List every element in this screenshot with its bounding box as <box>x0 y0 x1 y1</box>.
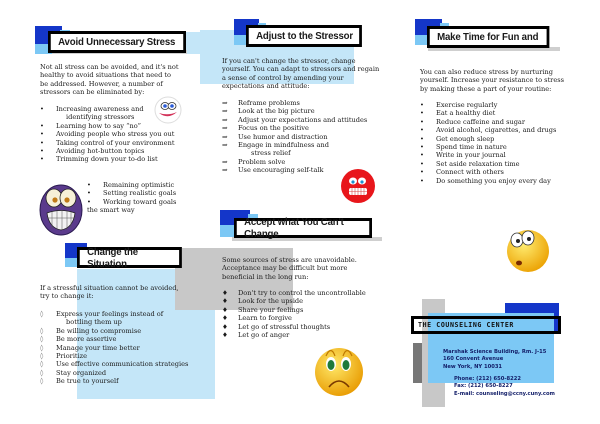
list-item: • Set aside relaxation time <box>420 159 520 168</box>
list-item: • Avoid alcohol, cigarettes, and drugs <box>420 126 557 135</box>
deco-bar-darkgray <box>413 343 422 383</box>
list-item: • Trimming down your to-do list <box>40 155 158 164</box>
list-item: ◊ Use effective communication strategies <box>40 360 189 369</box>
list-item: ⇒ Reframe problems <box>222 99 300 107</box>
list-item: ⇒ Use humor and distraction <box>222 132 328 141</box>
change-list <box>40 310 190 386</box>
list-item: ◊ Be true to yourself <box>40 377 119 386</box>
list-item: ⇒ Engage in mindfulness and stress relief <box>222 141 329 158</box>
section-title-change <box>77 247 182 268</box>
section-title-fun <box>427 26 549 48</box>
adjust-list <box>222 99 392 175</box>
list-item: ♦ Learn to forgive <box>222 314 292 323</box>
list-item: • Connect with others <box>420 168 504 177</box>
phone: Phone: (212) 650-8222 <box>454 376 521 382</box>
smiley-red-angry-icon <box>340 168 376 204</box>
list-item: • Increasing awareness and identifying stressors <box>40 105 144 122</box>
smiley-surprised-icon <box>502 225 550 275</box>
list-item: • Eat a healthy diet <box>420 109 496 118</box>
center-contact <box>454 376 555 398</box>
list-item: • Taking control of your environment <box>40 138 175 147</box>
address-line: 160 Convent Avenue <box>443 356 504 363</box>
list-item: ♦ Share your feelings <box>222 305 304 314</box>
list-item: ♦ Let go of stressful thoughts <box>222 322 331 331</box>
list-item: ◊ Prioritize <box>40 352 88 361</box>
list-item: ⇒ Adjust your expectations and attitudes <box>222 115 368 124</box>
title-text: Change the Situation <box>87 245 138 270</box>
address-line: Marshak Science Building, Rm. J-15 <box>443 349 547 355</box>
list-item: • Exercise regularly <box>420 101 498 109</box>
list-item: ◊ Stay organized <box>40 368 107 377</box>
list-item: • Remaining optimistic <box>87 181 175 189</box>
list-item: ♦ Let go of anger <box>222 331 290 340</box>
list-item: ⇒ Use encouraging self-talk <box>222 166 324 175</box>
list-item: ⇒ Focus on the positive <box>222 124 309 133</box>
list-item: ♦ Look for the upside <box>222 297 304 306</box>
center-address <box>443 349 546 371</box>
section-title-accept <box>234 218 372 238</box>
fax: Fax: (212) 650-8227 <box>454 383 513 390</box>
avoid-sublist <box>87 181 187 206</box>
smiley-grimace-icon <box>38 180 84 236</box>
section-title-center-box <box>411 316 561 334</box>
list-item: ⇒ Look at the big picture <box>222 107 315 116</box>
list-item: ♦ Don't try to control the uncontrollable <box>222 289 366 297</box>
list-item: ◊ Be willing to compromise <box>40 326 142 335</box>
list-item: • Write in your journal <box>420 151 506 160</box>
title-text: Accept what You Can't Change <box>244 216 344 240</box>
list-item: • Working toward goals <box>87 197 177 206</box>
fun-list <box>420 101 590 185</box>
section-title-avoid <box>48 31 186 53</box>
list-item: • Setting realistic goals <box>87 189 177 198</box>
list-item: • Avoiding hot-button topics <box>40 147 145 156</box>
list-item: ◊ Express your feelings instead of bottling them up <box>40 310 164 327</box>
list-item: • Spend time in nature <box>420 143 507 152</box>
list-item: • Avoiding people who stress you out <box>40 130 175 139</box>
list-item: • Learning how to say “no” <box>40 121 142 130</box>
accept-list <box>222 289 392 339</box>
list-item: ◊ Manage your time better <box>40 343 140 352</box>
email-link[interactable]: E-mail: counseling@ccny.cuny.com <box>454 390 555 397</box>
accept-intro: Some sources of stress are unavoidable. Acceptance may be difficult but more beneficial in the long run: <box>222 256 357 281</box>
avoid-intro: Not all stress can be avoided, and it's not healthy to avoid situations that need to be addressed. However, a number of stressors can be eliminated by: <box>40 63 179 97</box>
list-item: • Get enough sleep <box>420 134 495 143</box>
list-item: • Do something you enjoy every day <box>420 176 551 185</box>
smiley-dizzy-icon <box>152 96 184 124</box>
list-item: • Reduce caffeine and sugar <box>420 117 526 126</box>
title-text: Avoid Unnecessary Stress <box>58 36 176 48</box>
section-title-center: THE COUNSELING CENTER <box>418 321 514 329</box>
smiley-sad-icon <box>312 341 366 397</box>
change-intro: If a stressful situation cannot be avoided, try to change it: <box>40 284 179 301</box>
list-item: ⇒ Problem solve <box>222 157 286 166</box>
section-title-adjust <box>246 25 362 47</box>
list-item: ◊ Be more assertive <box>40 335 117 344</box>
fun-intro: You can also reduce stress by nurturing yourself. Increase your resistance to stress by making these a part of your routine: <box>420 68 565 93</box>
title-text: Adjust to the Stressor <box>256 30 353 42</box>
address-line: New York, NY 10031 <box>443 363 503 370</box>
title-text: Make Time for Fun and <box>437 31 539 43</box>
adjust-intro: If you can't change the stressor, change yourself. You can adapt to stressors and regain a sense of control by amending your expectations and attitude: <box>222 57 380 91</box>
avoid-sub-tail: the smart way <box>87 206 135 214</box>
